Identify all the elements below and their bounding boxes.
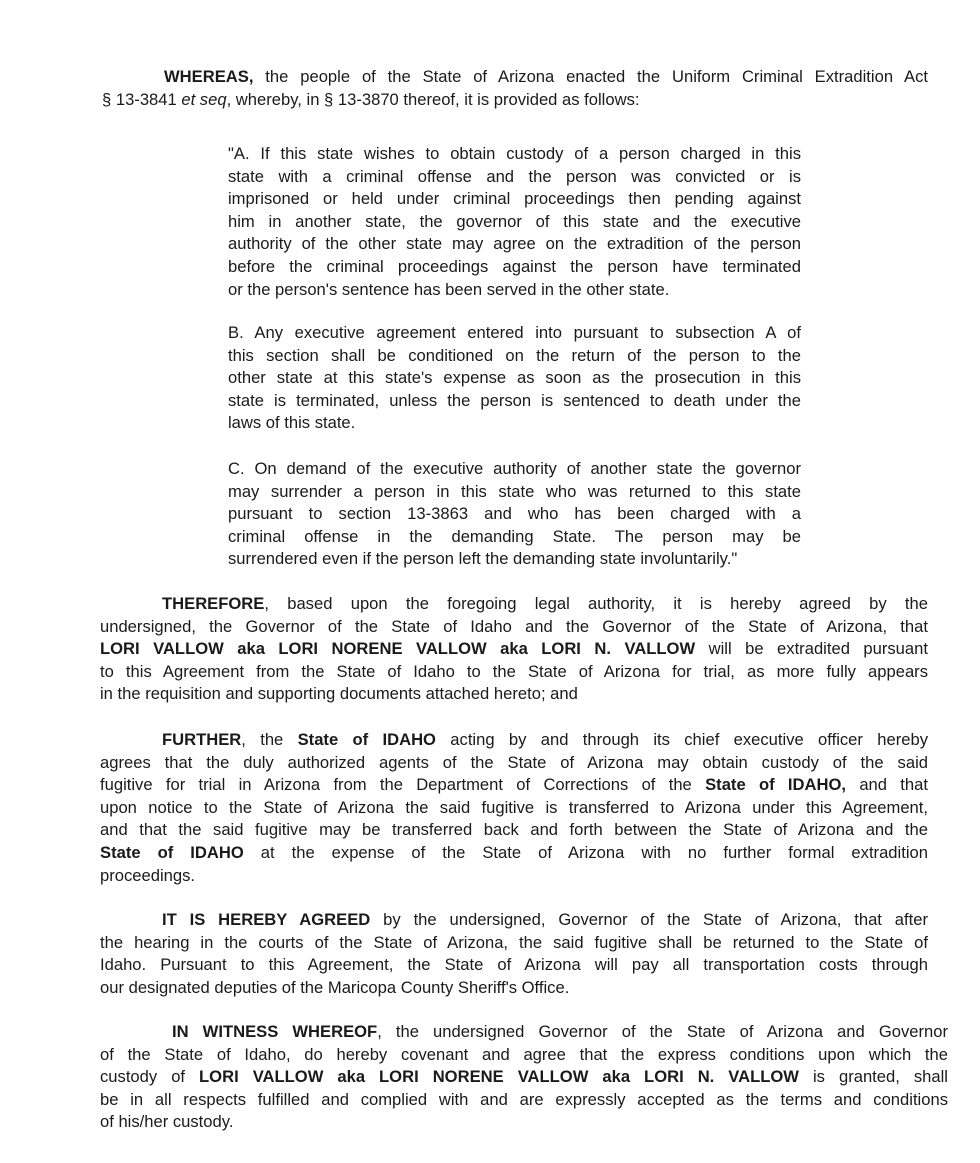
whereas-line-1: WHEREAS, the people of the State of Arizona enacted the Uniform Criminal Extradition Act bbox=[164, 67, 928, 86]
therefore-paragraph: THEREFORE, based upon the foregoing legal authority, it is hereby agreed by the undersigned, the Governor of the State of Idaho and the Governor of the State of Arizona, that LORI VALLOW aka LORI NORENE VALLOW aka LORI N. VALLOW will be extradited pursuant to this Agreement from the State of Idaho to the State of Arizona for trial, as more fully appears in the requisition and supporting documents attached hereto; and bbox=[100, 594, 928, 704]
further-line-6: State of IDAHO at the expense of the State of Arizona with no further formal extradition bbox=[100, 842, 928, 862]
agreed-line-1: IT IS HEREBY AGREED by the undersigned, Governor of the State of Arizona, that after bbox=[162, 910, 928, 929]
witness-lead: IN WITNESS WHEREOF bbox=[172, 1022, 378, 1041]
whereas-line-2: § 13-3841 et seq, whereby, in § 13-3870 thereof, it is provided as follows: bbox=[102, 89, 640, 109]
quote-subsection-a: "A. If this state wishes to obtain custody of a person charged in this state with a criminal offense and the person was convicted or is imprisoned or held under criminal proceedings then pending against him in another state, the governor of this state and the executive authority of the other state may agree on the extradition of the person before the criminal proceedings against the person have terminated or the person's sentence has been served in the other state. bbox=[228, 144, 801, 299]
witness-line-1: IN WITNESS WHEREOF, the undersigned Governor of the State of Arizona and Governor bbox=[172, 1022, 949, 1041]
quote-subsection-b: B. Any executive agreement entered into pursuant to subsection A of this section shall be conditioned on the return of the person to the other state at this state's expense as soon as the prosecution in this state is terminated, unless the person is sentenced to death under the laws of this state. bbox=[228, 323, 801, 433]
therefore-lead: THEREFORE bbox=[162, 594, 265, 613]
fugitive-name: LORI VALLOW aka LORI NORENE VALLOW aka LORI N. VALLOW bbox=[100, 639, 696, 659]
further-lead: FURTHER bbox=[162, 730, 242, 749]
therefore-line-3: LORI VALLOW aka LORI NORENE VALLOW aka LORI N. VALLOW will be extradited pursuant bbox=[100, 639, 928, 659]
agreed-lead: IT IS HEREBY AGREED bbox=[162, 910, 371, 929]
further-line-3: fugitive for trial in Arizona from the Department of Corrections of the State of IDAHO, and that bbox=[100, 775, 928, 795]
agreed-paragraph: IT IS HEREBY AGREED by the undersigned, Governor of the State of Arizona, that after the hearing in the courts of the State of Arizona, the said fugitive shall be returned to the State of Idaho. Pursuant to this Agreement, the State of Arizona will pay all transportation costs through our designated deputies of the Maricopa County Sheriff's Office. bbox=[100, 910, 928, 997]
witness-paragraph: IN WITNESS WHEREOF, the undersigned Governor of the State of Arizona and Governor of the State of Idaho, do hereby covenant and agree that the express conditions upon which the custody of LORI VALLOW aka LORI NORENE VALLOW aka LORI N. VALLOW is granted, shall be in all respects fulfilled and complied with and are expressly accepted as the terms and conditions of his/her custody. bbox=[100, 1022, 949, 1132]
witness-line-3: custody of LORI VALLOW aka LORI NORENE VALLOW aka LORI N. VALLOW is granted, shall bbox=[100, 1067, 948, 1087]
therefore-line-1: THEREFORE, based upon the foregoing legal authority, it is hereby agreed by the bbox=[162, 594, 928, 613]
whereas-lead: WHEREAS, bbox=[164, 67, 254, 86]
further-paragraph: FURTHER, the State of IDAHO acting by and through its chief executive officer hereby agrees that the duly authorized agents of the State of Arizona may obtain custody of the said fugitive for trial in Arizona from the Department of Corrections of the State of IDAHO, and that upon notice to the State of Arizona the said fugitive is transferred to Arizona under this Agreement, and that the said fugitive may be transferred back and forth between the State of Arizona and the State of IDAHO at the expense of the State of Arizona with no further formal extradition proceedings. bbox=[100, 730, 928, 885]
quote-subsection-c: C. On demand of the executive authority of another state the governor may surrender a person in this state who was returned to this state pursuant to section 13-3863 and who has been charged with a criminal offense in the demanding State. The person may be surrendered even if the person left the demanding state involuntarily." bbox=[228, 459, 801, 569]
further-line-1: FURTHER, the State of IDAHO acting by and through its chief executive officer hereby bbox=[162, 730, 928, 749]
whereas-paragraph bbox=[102, 66, 928, 111]
